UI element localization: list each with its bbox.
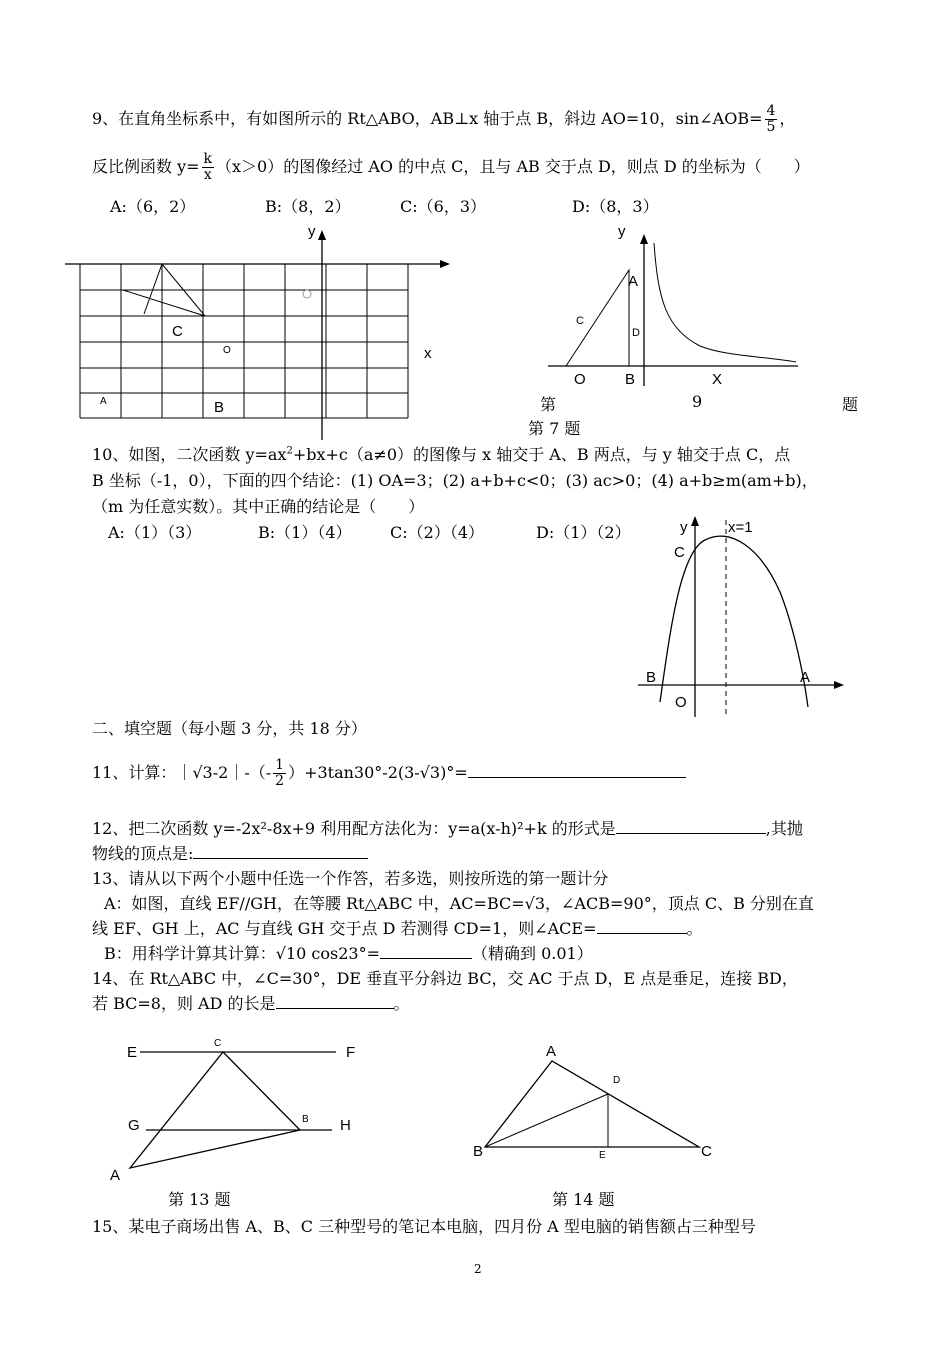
- fig10-label-o: O: [675, 694, 687, 711]
- fig10-label-b: B: [646, 669, 657, 686]
- q12-line2-text: 物线的顶点是:: [92, 844, 194, 863]
- fig14-label-c: C: [701, 1143, 712, 1160]
- q13-b-blank[interactable]: [380, 957, 472, 959]
- k-denominator: x: [203, 167, 212, 183]
- fig9-label-b: B: [625, 371, 636, 388]
- q11-frac-den: 2: [275, 773, 285, 789]
- fig9-label-y: y: [618, 223, 626, 240]
- fig10-label-y: y: [680, 519, 688, 536]
- dot-marker: [303, 290, 311, 298]
- fig7-label-a: A: [100, 396, 107, 407]
- q11-a: 11、计算：｜√3-2｜-（-: [92, 763, 272, 782]
- fig13-label-a: A: [110, 1167, 121, 1184]
- figure-7: [60, 218, 460, 448]
- q9-line2-b: （x＞0）的图像经过 AO 的中点 C，且与 AB 交于点 D，则点 D 的坐标为（ ）: [216, 157, 810, 176]
- q10-option-d: D:（1）（2）: [536, 523, 631, 542]
- triangle-abc: [130, 1052, 300, 1168]
- q12-vertex-blank[interactable]: [193, 857, 368, 859]
- fig13-label-g: G: [128, 1117, 140, 1134]
- fig14-label-a: A: [546, 1043, 557, 1060]
- triangle-abc-14: [485, 1061, 699, 1147]
- fig9-y-arrow: [640, 234, 648, 244]
- fig13-label-e: E: [127, 1044, 138, 1061]
- parabola-curve: [660, 536, 811, 707]
- fig14-caption: 第 14 题: [552, 1190, 615, 1209]
- fig10-label-c: C: [674, 544, 685, 561]
- hyperbola-curve: [654, 243, 796, 362]
- q11-fraction: [273, 758, 286, 789]
- fig10-label-a: A: [800, 669, 811, 686]
- q13-a2-end: 。: [686, 919, 703, 938]
- fig14-label-d: D: [613, 1075, 621, 1086]
- q12-line2: [92, 841, 368, 864]
- q12-answer-blank[interactable]: [616, 832, 766, 834]
- q10-sup: 2: [286, 445, 293, 457]
- q14-line2-end: 。: [393, 994, 410, 1013]
- page-number: 2: [474, 1262, 482, 1276]
- sin-fraction: [765, 104, 778, 135]
- section-2-heading: 二、填空题（每小题 3 分，共 18 分）: [92, 719, 367, 738]
- grid: [80, 264, 408, 418]
- fig13-label-b: B: [302, 1114, 309, 1125]
- q14-line2: [92, 991, 410, 1014]
- figure-14: [465, 1036, 725, 1171]
- q14-line2-text: 若 BC=8，则 AD 的长是: [92, 994, 276, 1013]
- q13-a2-text: 线 EF、GH 上，AC 与直线 GH 交于点 D 若测得 CD=1，则∠ACE=: [92, 919, 597, 938]
- q9-option-c: C:（6，3）: [400, 197, 486, 216]
- q11-answer-blank[interactable]: [468, 776, 686, 778]
- figure-13: [100, 1030, 370, 1190]
- q10-option-b: B:（1）（4）: [258, 523, 352, 542]
- fig7-label-o: O: [223, 345, 231, 356]
- q9-line2: [92, 152, 810, 183]
- figure-9: [540, 218, 810, 388]
- fig9-label-d: D: [632, 327, 640, 339]
- fig9-caption-a: 第: [540, 395, 557, 414]
- fig13-label-f: F: [346, 1044, 356, 1061]
- q10-line1-b: +bx+c（a≠0）的图像与 x 轴交于 A、B 两点，与 y 轴交于点 C，点: [292, 445, 791, 464]
- sin-numerator: 4: [766, 103, 776, 119]
- q10-line1: [92, 442, 790, 465]
- fig10-label-x1: x=1: [728, 519, 753, 536]
- q14-answer-blank[interactable]: [276, 1007, 394, 1009]
- fig9-caption-c: 题: [842, 395, 859, 414]
- q9-option-b: B:（8，2）: [265, 197, 351, 216]
- x-axis-arrow: [440, 260, 450, 268]
- q13-a-line2: [92, 916, 703, 939]
- fig14-label-e: E: [599, 1150, 606, 1161]
- q11-frac-num: 1: [275, 757, 285, 773]
- fig14-label-b: B: [473, 1143, 484, 1160]
- q12-line1: [92, 816, 803, 839]
- triangle-line: [123, 290, 205, 316]
- q15-line1: 15、某电子商场出售 A、B、C 三种型号的笔记本电脑，四月份 A 型电脑的销售额占三种型号: [92, 1217, 756, 1236]
- q13-b: [104, 941, 593, 964]
- q10-line3: （m 为任意实数）。其中正确的结论是（ ）: [92, 497, 425, 516]
- q12-line1-end: ,其抛: [765, 819, 803, 838]
- q13-a-line1: A：如图，直线 EF//GH，在等腰 Rt△ABC 中，AC=BC=√3，∠ACB=90°，顶点 C、B 分别在直: [104, 894, 814, 913]
- q9-text-a: 9、在直角坐标系中，有如图所示的 Rt△ABO，AB⊥x 轴于点 B，斜边 AO=10，sin∠AOB=: [92, 109, 763, 128]
- fig7-caption: 第 7 题: [528, 419, 581, 438]
- fig9-label-a: A: [628, 273, 639, 290]
- fig10-y-arrow: [691, 516, 699, 526]
- q9-option-a: A:（6，2）: [110, 197, 196, 216]
- q13-b-text: B：用科学计算其计算：√10 cos23°=: [104, 944, 380, 963]
- q13-line1: 13、请从以下两个小题中任选一个作答，若多选，则按所选的第一题计分: [92, 869, 609, 888]
- fig13-label-h: H: [340, 1117, 351, 1134]
- fig9-caption-b: 9: [692, 392, 703, 411]
- q10-line1-a: 10、如图，二次函数 y=ax: [92, 445, 287, 464]
- y-axis-arrow: [318, 230, 326, 240]
- k-fraction: [202, 152, 214, 183]
- fig13-caption: 第 13 题: [168, 1190, 231, 1209]
- q13-a-blank[interactable]: [597, 932, 687, 934]
- q10-line2: B 坐标（-1，0），下面的四个结论：(1) OA=3；(2) a+b+c<0；(3) ac>0；(4) a+b≥m(am+b)，: [92, 471, 818, 490]
- figure-10: [630, 512, 850, 722]
- q14-line1: 14、在 Rt△ABC 中，∠C=30°，DE 垂直平分斜边 BC，交 AC 于点 D，E 点是垂足，连接 BD，: [92, 969, 798, 988]
- q9-text-b: ，: [779, 109, 796, 128]
- k-numerator: k: [203, 151, 213, 167]
- q13-b-end: （精确到 0.01）: [471, 944, 593, 963]
- q10-option-c: C:（2）（4）: [390, 523, 484, 542]
- q9-option-d: D:（8，3）: [572, 197, 659, 216]
- fig10-x-arrow: [834, 681, 844, 689]
- q11: [92, 758, 686, 789]
- fig13-label-c: C: [214, 1038, 222, 1049]
- segment-bd: [485, 1094, 608, 1147]
- fig7-label-y: y: [308, 223, 316, 240]
- fig9-label-o: O: [574, 371, 586, 388]
- fig7-label-b: B: [214, 399, 225, 416]
- q11-b: ）+3tan30°-2(3-√3)°=: [288, 763, 468, 782]
- sin-denominator: 5: [766, 119, 776, 135]
- fig7-label-x: x: [424, 345, 432, 362]
- fig7-label-c: C: [172, 323, 183, 340]
- q9-line1: [92, 104, 795, 135]
- fig9-label-x: X: [712, 371, 723, 388]
- fig9-label-c: C: [576, 315, 584, 327]
- q9-line2-a: 反比例函数 y=: [92, 157, 200, 176]
- q10-option-a: A:（1）（3）: [108, 523, 202, 542]
- q12-line1-text: 12、把二次函数 y=-2x²-8x+9 利用配方法化为：y=a(x-h)²+k 的形式是: [92, 819, 616, 838]
